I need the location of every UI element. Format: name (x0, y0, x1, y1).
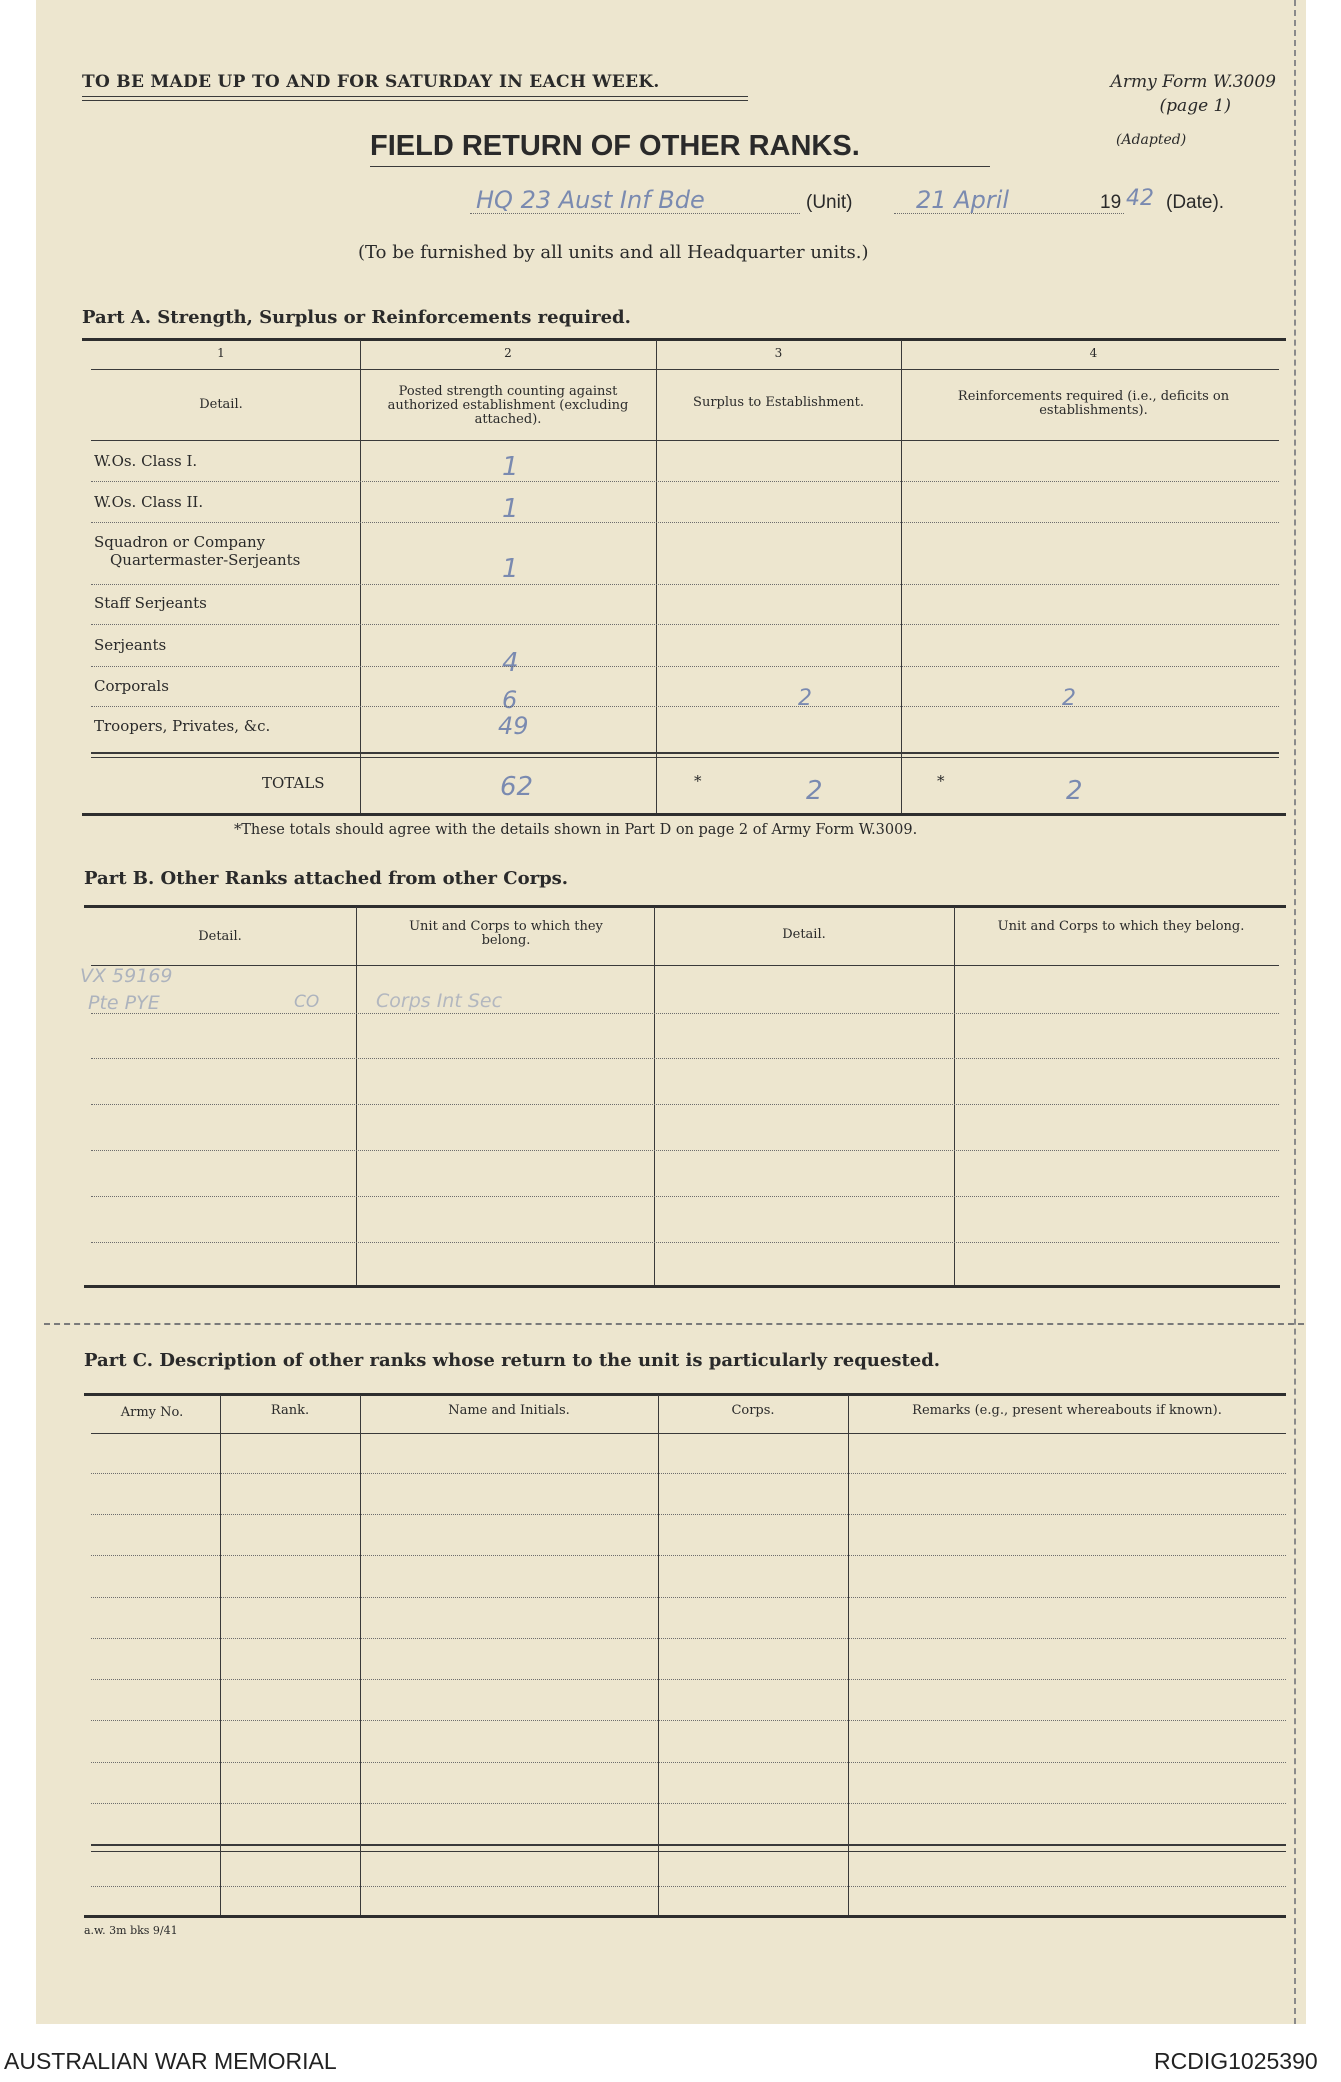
part-b-entry-name: Pte PYE (88, 992, 160, 1014)
row-rule-4 (91, 624, 1279, 625)
part-a-bottom-rule (82, 813, 1286, 816)
part-b-col-divider-1 (356, 907, 357, 1285)
part-c-header-rank: Rank. (270, 1403, 310, 1418)
col-number-3: 3 (774, 346, 783, 360)
part-c-rule-5 (91, 1638, 1286, 1639)
part-c-rule-double-2 (91, 1851, 1286, 1852)
part-c-rule-2 (91, 1514, 1286, 1515)
tear-off-line (44, 1323, 1304, 1325)
part-c-header-remarks: Remarks (e.g., present whereabouts if known). (912, 1403, 1222, 1418)
row-label-serjeants: Serjeants (94, 636, 167, 654)
part-b-rule-3 (91, 1104, 1279, 1105)
part-c-header-corps: Corps. (731, 1403, 775, 1418)
part-b-bottom-rule (84, 1285, 1280, 1288)
part-b-rule-5 (91, 1196, 1279, 1197)
part-c-rule-double-1 (91, 1844, 1286, 1846)
row-posted-serjeants: 4 (502, 648, 519, 678)
print-code: a.w. 3m bks 9/41 (84, 1924, 178, 1937)
part-a-col-divider-3 (901, 340, 902, 813)
totals-rule-top (91, 752, 1279, 754)
header-reinforcements: Reinforcements required (i.e., deficits on establishments). (957, 389, 1230, 418)
part-a-top-rule (82, 338, 1286, 341)
part-a-title: Part A. Strength, Surplus or Reinforcements required. (82, 307, 631, 328)
title-underline (370, 166, 990, 167)
part-c-header-name: Name and Initials. (448, 1403, 570, 1418)
part-b-rule-4 (91, 1150, 1279, 1151)
totals-reinf: 2 (1066, 776, 1083, 806)
footer-archive-name: AUSTRALIAN WAR MEMORIAL (4, 2048, 337, 2074)
part-a-col-divider-2 (656, 340, 657, 813)
header-bottom-rule (91, 440, 1279, 441)
row-posted-wo1: 1 (502, 452, 519, 482)
part-b-header-unit-1: Unit and Corps to which they belong. (409, 919, 603, 948)
part-c-rule-7 (91, 1720, 1286, 1721)
part-c-title: Part C. Description of other ranks whose return to the unit is particularly requested. (84, 1350, 941, 1371)
part-b-header-detail-1: Detail. (198, 929, 242, 944)
col-number-4: 4 (1089, 346, 1098, 360)
form-sheet (36, 0, 1306, 2024)
part-c-rule-10 (91, 1886, 1286, 1887)
date-label: (Date). (1166, 192, 1225, 213)
col-number-rule (91, 369, 1279, 370)
row-rule-5 (91, 666, 1279, 667)
row-label-wo2: W.Os. Class II. (94, 493, 204, 511)
part-b-header-unit-2: Unit and Corps to which they belong. (997, 919, 1245, 934)
part-c-rule-6 (91, 1679, 1286, 1680)
totals-rule-top-2 (91, 757, 1279, 758)
header-detail: Detail. (199, 397, 243, 412)
part-b-entry-co: CO (294, 992, 320, 1012)
totals-label: TOTALS (262, 774, 325, 792)
row-posted-privates: 49 (498, 712, 529, 740)
totals-posted: 62 (500, 772, 534, 802)
totals-star-reinf: * (937, 772, 945, 790)
form-adapted: (Adapted) (1116, 132, 1187, 148)
part-c-rule-9 (91, 1803, 1286, 1804)
part-b-rule-1 (91, 1013, 1279, 1014)
footer-record-id: RCDIG1025390 (1154, 2048, 1318, 2074)
furnish-note: (To be furnished by all units and all Headquarter units.) (358, 242, 869, 263)
part-b-col-divider-2 (654, 907, 655, 1285)
year-handwritten: 42 (1126, 186, 1154, 211)
col-number-1: 1 (217, 346, 225, 360)
unit-handwritten: HQ 23 Aust Inf Bde (476, 186, 705, 214)
part-b-rule-2 (91, 1058, 1279, 1059)
part-b-entry-unit: Corps Int Sec (376, 990, 503, 1012)
row-rule-1 (91, 481, 1279, 482)
part-c-header-rule (91, 1433, 1286, 1434)
unit-label: (Unit) (806, 192, 853, 213)
row-label-staff-serjeants: Staff Serjeants (94, 594, 207, 612)
part-a-col-divider-1 (360, 340, 361, 813)
row-posted-wo2: 1 (502, 494, 519, 524)
part-b-col-divider-3 (954, 907, 955, 1285)
row-rule-3 (91, 584, 1279, 585)
part-a-footnote: *These totals should agree with the details shown in Part D on page 2 of Army Form W.3009. (234, 822, 918, 838)
totals-star-surplus: * (694, 772, 702, 790)
part-c-rule-1 (91, 1473, 1286, 1474)
row-reinf-corporals: 2 (1062, 686, 1076, 711)
form-number: Army Form W.3009 (1110, 72, 1276, 92)
perforation-line (1294, 0, 1296, 2024)
part-c-rule-3 (91, 1555, 1286, 1556)
header-posted: Posted strength counting against authorized establishment (excluding attached). (387, 384, 629, 427)
row-surplus-corporals: 2 (798, 686, 812, 711)
row-posted-cqms: 1 (502, 554, 519, 584)
part-b-top-rule (84, 905, 1286, 908)
part-b-title: Part B. Other Ranks attached from other Corps. (84, 868, 569, 889)
row-label-corporals: Corporals (94, 677, 169, 695)
row-label-cqms-2: Quartermaster-Serjeants (110, 551, 301, 569)
form-page: (page 1) (1159, 96, 1231, 116)
row-label-privates: Troopers, Privates, &c. (94, 717, 271, 735)
instruction-underline (82, 96, 748, 97)
totals-surplus: 2 (806, 776, 823, 806)
col-number-2: 2 (504, 346, 512, 360)
instruction-underline-2 (82, 100, 748, 101)
row-posted-corporals: 6 (502, 686, 518, 714)
part-c-rule-4 (91, 1597, 1286, 1598)
part-b-header-detail-2: Detail. (782, 927, 826, 942)
date-handwritten: 21 April (916, 186, 1010, 214)
part-c-rule-8 (91, 1762, 1286, 1763)
row-rule-2 (91, 522, 1279, 523)
part-b-header-rule (91, 965, 1279, 966)
part-c-top-rule (84, 1393, 1286, 1396)
instruction-text: TO BE MADE UP TO AND FOR SATURDAY IN EACH WEEK. (82, 72, 660, 92)
part-c-header-army-no: Army No. (120, 1405, 184, 1420)
row-label-wo1: W.Os. Class I. (94, 452, 198, 470)
header-surplus: Surplus to Establishment. (693, 395, 864, 410)
year-prefix: 19 (1100, 192, 1122, 213)
row-label-cqms: Squadron or Company (94, 533, 266, 551)
part-b-rule-6 (91, 1242, 1279, 1243)
row-rule-6 (91, 706, 1279, 707)
part-b-entry-army-no: VX 59169 (80, 965, 173, 987)
page-title: FIELD RETURN OF OTHER RANKS. (370, 130, 860, 162)
part-c-bottom-rule (84, 1915, 1286, 1918)
